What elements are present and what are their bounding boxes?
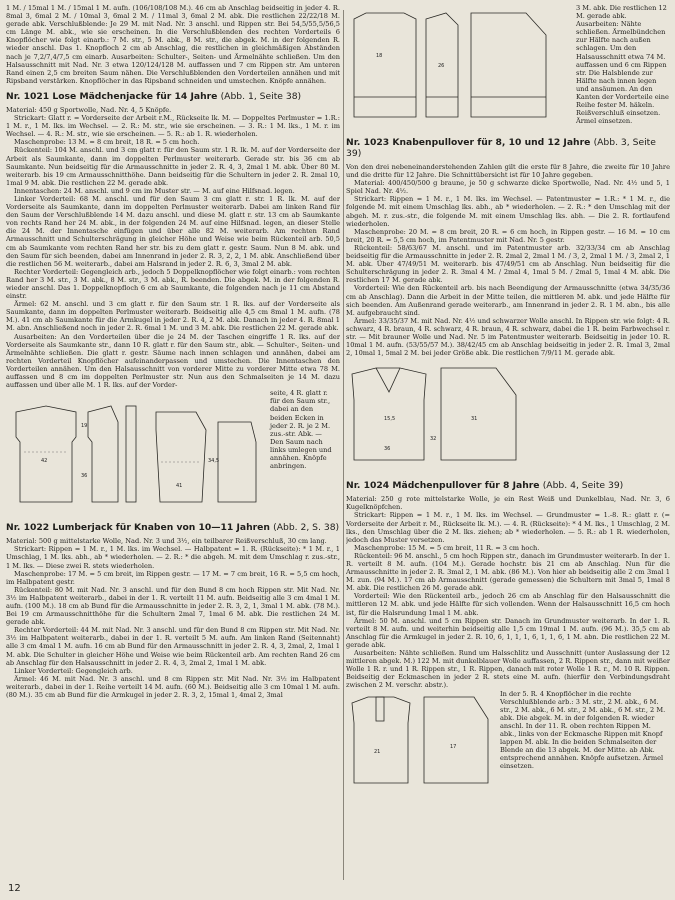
pattern-title: Lose Mädchenjacke für 14 Jahre <box>52 90 218 102</box>
pattern-title: Mädchenpullover für 8 Jahre <box>392 480 540 492</box>
paragraph: Vorderteil: Wie den Rückenteil arb., jedoch 26 cm ab Anschlag für den Halsausschnitt die mittleren 12 M. abk. und jede Hälfte für sich vollenden. Wenn der Halsausschnitt 16,5 cm hoch ist, für die Halsrundung 1mal 1 M. abk. <box>346 592 670 617</box>
paragraph: Linker Vorderteil: 68 M. anschl. und für den Saum 3 cm glatt r. str. 1 R. lk. M. auf der Vorderseite als Saumkante, dann im doppelten Perlmuster weiterarb. Dabei am linken Rand für den Saum der Verschlußblende 14 M. dazu anschl. und diese M. glatt r. str. 13 cm ab Saumkante von rechts Rand her 24 M. abk., in der folgenden 24 M. auf eine Hilfsnad. legen, an dieser Stelle die 24 M. der Innentasche einfügen und über alle 82 M. weiterarb. Am rechten Rand Armausschnitt und Schulterschrägung in gleicher Höhe und Weise wie beim Rückenteil arb. 50,5 cm ab Saumkante vom rechten Rand her str. bis zu dem glatt r. gestr. Saum. Nun 8 M. abk. und den Saum für sich beenden, dabei am Innenrand in jeder 2. R. 3, 2, 2, 1 M. abk. Anschließend über die restlichen 56 M. weiterarb., dabei am Halsrand in jeder 2. R. 6, 3, 3mal 2 M. abk. <box>6 194 340 268</box>
paragraph: Rechter Vorderteil: 44 M. mit Nad. Nr. 3 anschl. und für den Bund 8 cm Rippen str. Mit Nad. Nr. 3½ im Halbpatent weiterarb., dabei in der 1. R. verteilt 5 M. aufn. Am linken Rand (Seitennaht) alle 3 cm 4mal 1 M. aufn. 16 cm ab Bund für den Armausschnitt in jeder 2. R. 4, 3, 2mal, 2, 1mal 1 M. abk. Die Schulter in gleicher Höhe und Weise wie beim Rückenteil arb. Am rechten Rand 26 cm ab Anschlag für den Halsausschnitt in jeder 2. R. 4, 3, 2mal 2, 1mal 1 M. abk. <box>6 626 340 667</box>
pattern-number: Nr. 1023 <box>346 137 390 148</box>
dimension-label: 19 <box>81 423 88 430</box>
pattern-ref: (Abb. 2, S. 38) <box>273 522 340 534</box>
pattern-ref: (Abb. 3, Seite 39) <box>346 137 656 159</box>
dimension-label: 32 <box>430 436 437 443</box>
dimension-label: 36 <box>384 446 391 453</box>
pattern-schematic-svg <box>346 693 496 789</box>
paragraph: Rückenteil: 58/63/67 M. anschl. und im Patentmuster arb. 32/33/34 cm ab Anschlag beidseitig für die Armausschnitte in jeder 2. R. 2mal 2, 2mal 1 M. / 3, 2, 2mal 1 M. / 3, 2mal 2, 1 M. abk. Über 47/49/51 M. weiterarb. bis 47/49/51 cm ab Anschlag. Nun beidseitig für die Schulterschrägung in jeder 2. R. 3mal 4 M. / 2mal 4, 1mal 5 M. / 2mal 5, 1mal 4 M. abk. Die restlichen 17 M. gerade abk. <box>346 243 670 285</box>
schematic-1024 <box>346 693 496 789</box>
paragraph: Strickart: Glatt r. = Vorderseite der Arbeit r.M., Rückseite lk. M. — Doppeltes Perlmuster = 1.R.: 1 M. r., 1 M. lks. im Wechsel. — 2. R.: M. str., wie sie erscheinen. — 3. R.: 1 M. lks., 1 M. r. im Wechsel. — 4. R.: M. str., wie sie erscheinen. — 5. R.: ab 1. R. wiederholen. <box>6 114 340 139</box>
schematic-1021 <box>6 392 266 512</box>
dimension-label: 26 <box>438 63 445 69</box>
paragraph: Material: 450 g Sportwolle, Nad. Nr. 4, 5 Knöpfe. <box>6 105 172 114</box>
intro-paragraph: 1 M. / 15mal 1 M. / 15mal 1 M. aufn. (106/108/108 M.). 46 cm ab Anschlag beidseitig in jeder 4. R. 8mal 3, 6mal 2 M. / 10mal 3, 6mal 2 M. / 11mal 3, 6mal 2 M. abk. Die restlichen 22/22/18 M. gerade abk. Verschlußblende: Je 29 M. mit Nad. Nr. 3 anschl. und Rippen str. Bei 54,5/55,5/56,5 cm Länge M. abk., wie sie erscheinen. In die Verschlußblenden des rechten Vorderteils 6 Knopflöcher wie folgt einarb.: 7 M. str., 5 M. abk., 8 M. str., die abgek. M. in der folgenden R. wieder anschl. Das 1. Knopfloch 2 cm ab Anschlag, die restlichen in gleichmäßigen Abständen nach je 7,2/7,4/7,5 cm einarb. Ausarbeiten: Schulter-, Seiten- und Ärmelnähte schließen. Um den Halsausschnitt mit Nad. Nr. 3 etwa 120/124/128 M. auffassen und 7 cm Rippen str. Am unteren Rand einen 2,5 cm breiten Saum nähen. Die Verschlußblenden den Vorderteilen annähen und mit Ripsband verstärken. Knopflöcher in das Ripsband schneiden und umstechen. Knöpfe annähen. <box>6 4 340 85</box>
column-divider <box>343 10 344 880</box>
pattern-title: Knabenpullover für 8, 10 und 12 Jahre <box>392 137 591 148</box>
left-column <box>6 4 340 884</box>
paragraph: Ausarbeiten: Nähte schließen. Rund um Halsschlitz und Ausschnitt (unter Auslassung der 12 mittleren abgek. M.) 122 M. mit dunkelblauer Wolle auffassen, 2 R. Rippen str., dann mit weißer Wolle 1 R. r. und 1 R. Rippen str., 1 R. Rippen, danach mit roter Wolle 1 R. r., M. 10 R. Rippen. Beidseitig der Eckmaschen in jeder 2 R. stets eine M. aufn. (hierfür den Verbindungsdraht zwischen 2 M. verschr. abstr.). <box>346 649 670 690</box>
dimension-label: 18 <box>376 53 383 59</box>
paragraph: Rückenteil: 80 M. mit Nad. Nr. 3 anschl. und für den Bund 8 cm hoch Rippen str. Mit Nad. Nr. 3½ im Halbpatent weiterarb., dabei in der 1. R. verteilt 11 M. aufn. Beidseitig alle 3 cm 4mal 1 M. aufn. (100 M.). 18 cm ab Bund für die Armausschnitte in jeder 2. R. 3, 2, 1, 3mal 1 M. abk. (78 M.). Bei 19 cm Armausschnitthöhe für die Schultern 2mal 7, 1mal 6 M. abk. Die restlichen 24 M. gerade abk. <box>6 585 340 627</box>
pattern-schematic-svg <box>6 392 266 512</box>
paragraph: Strickart: Rippen = 1 M. r., 1 M. lks. im Wechsel. — Patentmuster = 1.R.: * 1 M. r., die folgende M. mit einem Umschlag lks. abh., ab * wiederholen. — 2. R.: * den Umschlag mit der abgeh. M. r. zus.-str., die folgende M. mit einem Umschlag lks. abh. — Die 2. R. fortlaufend wiederholen. <box>346 195 670 228</box>
schematic-1023 <box>346 360 526 470</box>
paragraph: Maschenprobe: 20 M. = 8 cm breit, 20 R. = 6 cm hoch, in Rippen gestr. — 16 M. = 10 cm breit, 20 R. = 5,5 cm hoch, im Patentmuster mit Nad. Nr. 5 gestr. <box>346 227 670 244</box>
paragraph: Linker Vorderteil: Gegengleich arb. <box>14 666 133 675</box>
paragraph: Strickart: Rippen = 1 M. r., 1 M. lks. im Wechsel. — Halbpatent = 1. R. (Rückseite): * 1 M. r., 1 Umschlag, 1 M. lks. abh., ab * wiederholen. — 2. R.: * die abgeh. M. mit dem Umschlag r. zus.-str., 1 M. lks. — Diese zwei R. stets wiederholen. <box>6 545 340 570</box>
paragraph: Rechter Vorderteil: Gegengleich arb., jedoch 5 Doppelknopflöcher wie folgt einarb.: vom rechten Rand her 3 M. str., 3 M. abk., 8 M. str., 3 M. abk., R. beenden. Die abgek. M. in der folgenden R. wieder anschl. Das 1. Doppelknopfloch 6 cm ab Saumkante, die folgenden nach je 11 cm Abstand einstr. <box>6 267 340 301</box>
dimension-label: 15,5 <box>384 416 396 423</box>
page-number: 12 <box>8 883 21 894</box>
paragraph: Rückenteil: 104 M. anschl. und 3 cm glatt r. für den Saum str. 1 R. lk. M. auf der Vorderseite der Arbeit als Saumkante, dann im doppelten Perlmuster weiterarb. Gerade str. bis 36 cm ab Saumkante. Nun beidseitig für die Armausschnitte in jeder 2. R. 4, 3, 2mal 1 M. abk. Über 80 M. weiterarb. bis 19 cm Armausschnitthöhe. Dann beidseitig für die Schultern in jeder 2. R. 2mal 10, 1mal 9 M. abk. Die restlichen 22 M. gerade abk. <box>6 146 340 187</box>
paragraph: Strickart: Rippen = 1 M. r., 1 M. lks. im Wechsel. — Grundmuster = 1.-8. R.: glatt r. (= Vorderseite der Arbeit r. M., Rückseite lk. M.). — 4. R. (Rückseite): * 4 M. lks., 1 Umschlag, 2 M. lks., den Umschlag über die 2 M. lks. ziehen; ab * wiederholen. — 5. R.: ab 1 R. wiederholen, jedoch das Muster versetzen. <box>346 511 670 544</box>
paragraph: Material: 250 g rote mittelstarke Wolle, je ein Rest Weiß und Dunkelblau, Nad. Nr. 3, 6 Kugelknöpfchen. <box>346 495 670 512</box>
right-column <box>346 4 670 884</box>
dimension-label: 17 <box>450 743 457 750</box>
paragraph: Material: 500 g mittelstarke Wolle, Nad. Nr. 3 und 3½, ein teilbarer Reißverschluß, 30 cm lang. <box>6 537 327 546</box>
pattern-number: Nr. 1024 <box>346 480 390 492</box>
paragraph: Maschenprobe: 13 M. = 8 cm breit, 18 R. = 5 cm hoch. <box>14 138 200 147</box>
dimension-label: 36 <box>81 473 88 480</box>
side-text-1022: 3 M. abk. Die restlichen 12 M. gerade abk. Ausarbeiten: Nähte schließen. Ärmelbündchen zur Hälfte nach außen schlagen. Um den Halsausschnitt etwa 74 M. auffassen und 6 cm Rippen str. Die Halsblende zur Hälfte nach innen legen und ansäumen. An den Kanten der Vorderteile eine Reihe fester M. häkeln. Reißverschluß einsetzen. Ärmel einsetzen. <box>576 4 669 126</box>
paragraph: Material: 400/450/500 g braune, je 50 g schwarze dicke Sportwolle, Nad. Nr. 4½ und 5, 1 Spiel Nad. Nr. 4½. <box>346 179 670 196</box>
paragraph: Maschenprobe: 15 M. = 5 cm breit, 11 R. = 3 cm hoch. <box>354 543 540 552</box>
side-text-1024: In der 5. R. 4 Knopflöcher in die rechte Verschlußblende arb.: 3 M. str., 2 M. abk., 6 M. str., 2 M. abk., 6 M. str., 2 M. abk., 6 M. str., 2 M. abk. Die abgek. M. in der folgenden R. wieder anschl. In der 11. R. oben rechten Rippen M. abk., links von der Eckmasche Rippen mit Knopf lappen M. abk. In die beiden Schmalseiten der Blende an die 13 abgek. M. der Mitte. ab Abk. entsprechend annähen. Knöpfe aufsetzen. Ärmel einsetzen. <box>500 689 666 771</box>
dimension-label: 21 <box>374 748 381 755</box>
heading-1022 <box>6 522 340 533</box>
paragraph: Maschenprobe: 17 M. = 5 cm breit, im Rippen gestr. — 17 M. = 7 cm breit, 16 R. = 5,5 cm hoch, im Halbpatent gestr. <box>6 569 340 586</box>
heading-1024 <box>346 480 670 491</box>
pattern-number: Nr. 1021 <box>6 90 50 102</box>
paragraph: Von den drei nebeneinanderstehenden Zahlen gilt die erste für 8 Jahre, die zweite für 10 Jahre und die dritte für 12 Jahre. Die Schnittübersicht ist für 10 Jahre gegeben. <box>346 163 670 180</box>
pattern-schematic-svg <box>346 7 572 127</box>
pattern-title: Lumberjack für Knaben von 10—11 Jahren <box>52 522 270 534</box>
dimension-label: 31 <box>471 416 478 423</box>
dimension-label: 42 <box>41 458 48 465</box>
schematic-1022 <box>346 7 572 127</box>
paragraph: Ärmel: 62 M. anschl. und 3 cm glatt r. für den Saum str. 1 R. lks. auf der Vorderseite als Saumkante, dann im doppelten Perlmuster weiterarb. Beidseitig alle 4,5 cm 8mal 1 M. aufn. (78 M.). 41 cm ab Saumkante für die Armkugel in jeder 2. R. 4, 2 M. abk. Danach in jeder 4. R. 8mal 1 M. abn. Anschließend noch in jeder 2. R. 6mal 1 M. und 3 M. abk. Die restlichen 22 M. gerade abk. <box>6 300 340 333</box>
pattern-ref: (Abb. 4, Seite 39) <box>542 480 624 492</box>
dimension-label: 34,5 <box>208 458 220 465</box>
paragraph: Ärmel: 50 M. anschl. und 5 cm Rippen str. Danach im Grundmuster weiterarb. In der 1. R. verteilt 8 M. aufn. und weiterhin beidseitig alle 1,5 cm 19mal 1 M. aufn. (96 M.). 35,5 cm ab Anschlag für die Armkugel in jeder 2. R. 10, 6, 1, 1, 1, 6, 1, 1, 6, 1 M. abn. Die restlichen 22 M. gerade abk. <box>346 616 670 649</box>
heading-1023 <box>346 137 670 159</box>
pattern-schematic-svg <box>346 360 526 470</box>
heading-1021 <box>6 91 340 102</box>
side-text-1021: seite, 4 R. glatt r. für den Saum str., dabei an den beiden Ecken in jeder 2. R. je 2 M. zus.-str. Abk. — Den Saum nach links umlegen und annähen. Knöpfe anbringen. <box>270 389 332 471</box>
paragraph: Innentaschen: 24 M. anschl. und 9 cm im Muster str. — M. auf eine Hilfsnad. legen. <box>14 186 295 195</box>
paragraph: Ausarbeiten: An den Vorderteilen über die je 24 M. der Taschen eingriffe 1 R. lks. auf der Vorderseite als Saumkante str., dann 10 R. glatt r. für den Saum str., abk. — Schulter-, Seiten- und Ärmelnähte schließen. Die glatt r. gestr. Säume nach innen schlagen und annähen, dabei am rechten Vorderteil Knopflöcher aufeinanderpassen und umstechen. Die Innentaschen den Vorderteilen annähen. Um den Halsausschnitt von vorderer Mitte zu vorderer Mitte etwa 78 M. auffassen und 8 cm im doppelten Perlmuster str. Nun aus den Schmalseiten je 14 M. dazu auffassen und über alle M. 1 R. lks. auf der Vorder- <box>6 332 340 390</box>
paragraph: Vorderteil: Wie den Rückenteil arb. bis nach Beendigung der Armausschnitte (etwa 34/35/36 cm ab Anschlag). Dann die Arbeit in der Mitte teilen, die mittleren M. abk. und jede Hälfte für sich beenden. Am Außenrand gerade weiterarb., am Innenrand in jeder 2. R. 1 M. abn., bis alle M. aufgebraucht sind. <box>346 284 670 317</box>
paragraph: Ärmel: 33/35/37 M. mit Nad. Nr. 4½ und schwarzer Wolle anschl. In Rippen str. wie folgt: 4 R. schwarz, 4 R. braun, 4 R. schwarz, 4 R. braun, 4 R. schwarz, dabei die 1 R. beim Farbwechsel r. str. — Mit brauner Wolle und Nad. Nr. 5 im Patentmuster weiterarb. Beidseitig in jeder 10. R. 10mal 1 M. aufn. (53/55/57 M.). 38/42/45 cm ab Anschlag beidseitig in jeder 2. R. 1mal 3, 2mal 2, 10mal 1, 5mal 2 M. bei jeder Größe abk. Die restlichen 7/9/11 M. gerade abk. <box>346 316 670 358</box>
paragraph: Rückenteil: 96 M. anschl., 5 cm hoch Rippen str., danach im Grundmuster weiterarb. In der 1. R. verteilt 8 M. aufn. (104 M.). Gerade hochstr. bis 21 cm ab Anschlag. Nun für die Armausschnitte in jeder 2. R. 3mal 2, 1 M. abk. (86 M.). Von hier ab beidseitig alle 2 cm 3mal 1 M. zun. (94 M.). 17 cm ab Armausschnitt (gerade gemessen) die Schultern mit 3mal 5, 1mal 8 M. abk. Die restlichen 26 M. gerade abk. <box>346 551 670 593</box>
dimension-label: 41 <box>176 483 183 490</box>
pattern-ref: (Abb. 1, Seite 38) <box>220 90 302 102</box>
paragraph: Ärmel: 46 M. mit Nad. Nr. 3 anschl. und 8 cm Rippen str. Mit Nad. Nr. 3½ im Halbpatent weiterarb., dabei in der 1. Reihe verteilt 14 M. aufn. (60 M.). Beidseitig alle 3 cm 10mal 1 M. aufn. (80 M.). 35 cm ab Bund für die Armkugel in jeder 2. R. 3, 2, 15mal 1, 4mal 2, 3mal <box>6 674 340 699</box>
pattern-number: Nr. 1022 <box>6 522 50 534</box>
